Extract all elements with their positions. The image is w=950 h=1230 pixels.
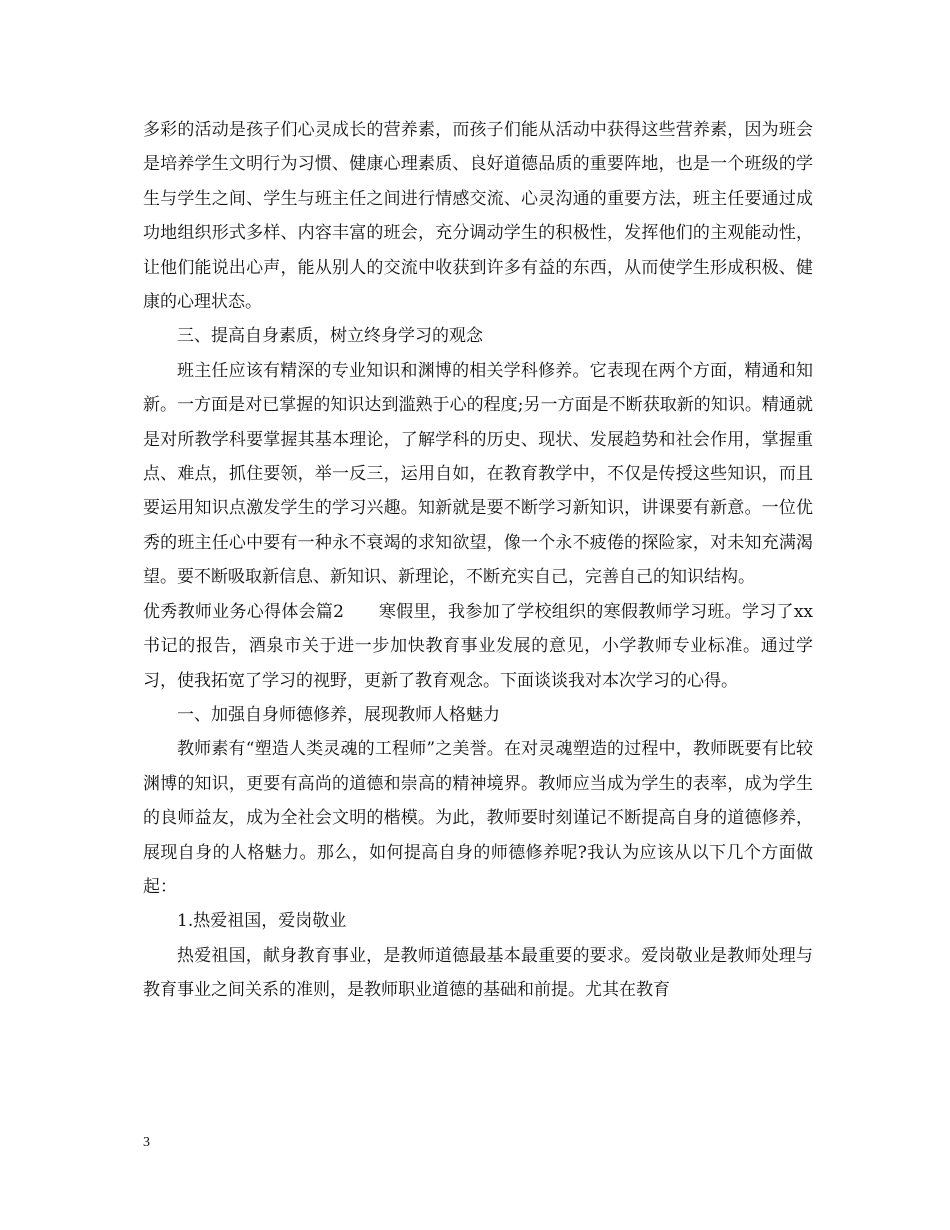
heading-section-three: 三、提高自身素质，树立终身学习的观念	[177, 326, 483, 347]
paragraph-head-teacher-knowledge: 班主任应该有精深的专业知识和渊博的相关学科修养。它表现在两个方面，精通和知新。一方面是对已掌握的知识达到滥熟于心的程度;另一方面是不断获取新的知识。精通就是对所教学科要掌握其基本理论，了解学科的历史、现状、发展趋势和社会作用，掌握重点、难点，抓住要领，举一反三，运用自如，在教育教学中，不仅是传授这些知识，而且要运用知识点激发学生的学习兴趣。知新就是要不断学习新知识，讲课要有新意。一位优秀的班主任心中要有一种永不衰竭的求知欲望，像一个永不疲倦的探险家，对未知充满渴望。要不断吸取新信息、新知识、新理论，不断充实自己，完善自己的知识结构。	[143, 360, 813, 588]
page-number: 3	[143, 1135, 150, 1150]
paragraph-teacher-ethics: 教师素有“塑造人类灵魂的工程师”之美誉。在对灵魂塑造的过程中，教师既要有比较渊博的知识，更要有高尚的道德和崇高的精神境界。教师应当成为学生的表率，成为学生的良师益友，成为全社会文明的楷模。为此，教师要时刻谨记不断提高自身的道德修养，展现自身的人格魅力。那么，如何提高自身的师德修养呢?我认为应该从以下几个方面做起：	[143, 739, 813, 897]
heading-section-one: 一、加强自身师德修养，展现教师人格魅力	[177, 704, 500, 725]
paragraph-love-country: 热爱祖国，献身教育事业，是教师道德最基本最重要的要求。爱岗敬业是教师处理与教育事业之间关系的准则，是教师职业道德的基础和前提。尤其在教育	[143, 945, 813, 1001]
heading-item-one: 1.热爱祖国，爱岗敬业	[177, 911, 347, 932]
paragraph-activities: 多彩的活动是孩子们心灵成长的营养素，而孩子们能从活动中获得这些营养素，因为班会是培养学生文明行为习惯、健康心理素质、良好道德品质的重要阵地，也是一个班级的学生与学生之间、学生与班主任之间进行情感交流、心灵沟通的重要方法，班主任要通过成功地组织形式多样、内容丰富的班会，充分调动学生的积极性，发挥他们的主观能动性，让他们能说出心声，能从别人的交流中收获到许多有益的东西，从而使学生形成积极、健康的心理状态。	[143, 120, 813, 313]
paragraph-article-two-intro: 优秀教师业务心得体会篇2 寒假里，我参加了学校组织的寒假教师学习班。学习了xx书记的报告，酒泉市关于进一步加快教育事业发展的意见，小学教师专业标准。通过学习，使我拓宽了学习的视野，更新了教育观念。下面谈谈我对本次学习的心得。	[143, 601, 813, 691]
body-text	[143, 113, 813, 1008]
